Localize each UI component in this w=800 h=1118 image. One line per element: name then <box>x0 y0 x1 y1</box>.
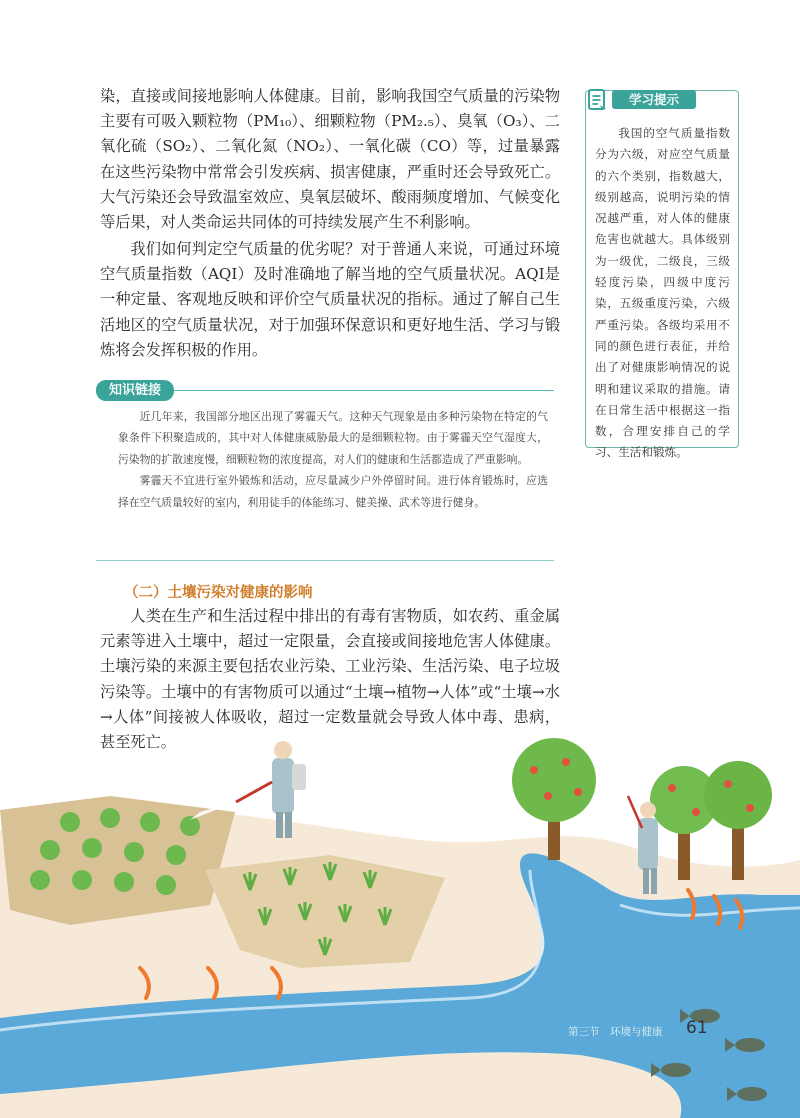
section-heading: （二）土壤污染对健康的影响 <box>124 585 313 601</box>
knowledge-link-text <box>118 406 548 513</box>
knowledge-link-paragraph: 雾霾天不宜进行室外锻炼和活动，应尽量减少户外停留时间。进行体育锻炼时，应选择在空气质量较好的室内，利用徒手的体能练习、健美操、武术等进行健身。 <box>118 474 548 509</box>
paragraph-text: 人类在生产和生活过程中排出的有毒有害物质，如农药、重金属元素等进入土壤中，超过一定限量，会直接或间接地危害人体健康。土壤污染的来源主要包括农业污染、工业污染、生活污染、电子垃圾污染等。土壤中的有害物质可以通过“土壤→植物→人体”或“土壤→水→人体”间接被人体吸收，超过一定数量就会导致人体中毒、患病，甚至死亡。 <box>100 607 560 752</box>
footer-section-title: 第三节 环境与健康 <box>568 1026 663 1038</box>
learning-tips-text: 我国的空气质量指数分为六级，对应空气质量的六个类别，指数越大，级别越高，说明污染的情况越严重，对人体的健康危害也就越大。具体级别为一级优，二级良，三级轻度污染，四级中度污染，五级重度污染，六级严重污染。各级均采用不同的颜色进行表征，并给出了对健康影响情况的说明和建议采取的措施。请在日常生活中根据这一指数，合理安排自己的学习、生活和锻炼。 <box>595 126 730 460</box>
notebook-icon <box>586 88 608 112</box>
learning-tips-header <box>586 88 698 110</box>
body-paragraph-air-pollution <box>100 84 560 235</box>
learning-tips-title: 学习提示 <box>612 90 696 109</box>
knowledge-link-paragraph: 近几年来，我国部分地区出现了雾霾天气。这种天气现象是由多种污染物在特定的气象条件下积聚造成的，其中对人体健康威胁最大的是细颗粒物。由于雾霾天空气湿度大，污染物的扩散速度慢，细颗粒物的浓度提高，对人们的健康和生活都造成了严重影响。 <box>118 410 548 466</box>
paragraph-text: 染，直接或间接地影响人体健康。目前，影响我国空气质量的污染物主要有可吸入颗粒物（PM₁₀）、细颗粒物（PM₂.₅）、臭氧（O₃）、二氧化硫（SO₂）、二氧化氮（NO₂）、一氧化碳（CO）等，过量暴露在这些污染物中常常会引发疾病、损害健康，严重时还会导致死亡。大气污染还会导致温室效应、臭氧层破坏、酸雨频度增加、气候变化等后果，对人类命运共同体的可持续发展产生不利影响。 <box>100 87 560 232</box>
soil-pollution-illustration <box>0 700 800 1118</box>
knowledge-link-bottom-divider <box>96 560 554 561</box>
page-number: 61 <box>686 1018 708 1038</box>
body-paragraph-aqi <box>100 237 560 363</box>
paragraph-text: 我们如何判定空气质量的优劣呢？对于普通人来说，可通过环境空气质量指数（AQI）及时准确地了解当地的空气质量状况。AQI是一种定量、客观地反映和评价空气质量状况的指标。通过了解自己生活地区的空气质量状况，对于加强环保意识和更好地生活、学习与锻炼将会发挥积极的作用。 <box>100 240 560 359</box>
knowledge-link-title: 知识链接 <box>96 380 174 401</box>
